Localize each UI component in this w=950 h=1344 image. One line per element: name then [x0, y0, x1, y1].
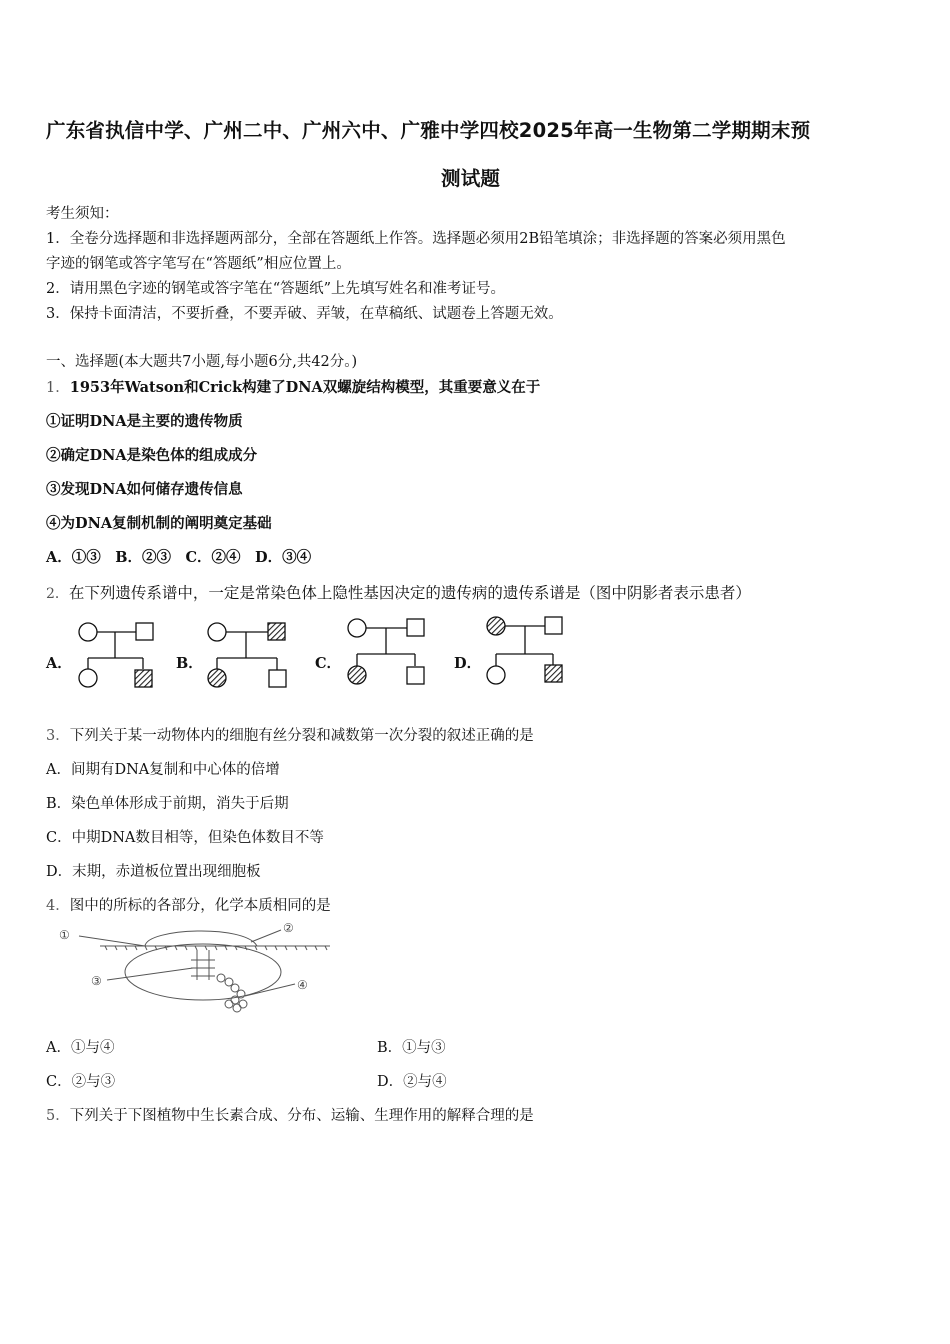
- question-4: [46, 894, 331, 915]
- notice-item: 3．保持卡面清洁，不要折叠，不要弄破、弄皱，在草稿纸、试题卷上答题无效。: [46, 306, 563, 322]
- notice-item: 2．请用黑色字迹的钢笔或答字笔在“答题纸”上先填写姓名和准考证号。: [46, 281, 506, 297]
- q3-option-b: B．染色单体形成于前期，消失于后期: [46, 796, 289, 812]
- q3-option-c: C．中期DNA数目相等，但染色体数目不等: [46, 830, 324, 846]
- question-3: [46, 724, 534, 745]
- q4-option-b: B．①与③: [377, 1040, 446, 1056]
- question-stem: 下列关于下图植物中生长素合成、分布、运输、生理作用的解释合理的是: [69, 1108, 534, 1124]
- pedigree-d-son-affected: [545, 665, 562, 682]
- q1-options: A．①③ B．②③ C．②④ D．③④: [46, 549, 312, 566]
- membrane-ticks: [105, 946, 327, 950]
- notice-item: 字迹的钢笔或答字笔写在“答题纸”相应位置上。: [46, 256, 351, 272]
- pedigree-b-father-affected: [268, 623, 285, 640]
- pedigree-a-mother: [79, 623, 97, 641]
- figure-label-2: ②: [283, 921, 294, 935]
- pedigree-a: [79, 623, 153, 687]
- q3-option-d: D．末期，赤道板位置出现细胞板: [46, 864, 261, 880]
- question-2: [46, 581, 751, 603]
- pedigree-c-mother: [348, 619, 366, 637]
- question-number: 1．: [46, 380, 70, 396]
- figure-label-3: ③: [91, 974, 102, 988]
- pedigree-c-daughter-affected: [348, 666, 366, 684]
- q4-option-d: D．②与④: [377, 1074, 447, 1090]
- question-number: 5．: [46, 1108, 70, 1124]
- section-heading: 一、选择题(本大题共7小题,每小题6分,共42分。): [46, 354, 358, 370]
- figure-label-1: ①: [59, 928, 70, 942]
- pedigree-b-mother: [208, 623, 226, 641]
- notice-heading: 考生须知：: [46, 206, 119, 222]
- q2-option-d-label: D．: [454, 655, 482, 672]
- question-number: 4．: [46, 898, 70, 914]
- page-title: 广东省执信中学、广州二中、广州六中、广雅中学四校2025年高一生物第二学期期末预: [46, 119, 811, 142]
- question-stem: 在下列遗传系谱中，一定是常染色体上隐性基因决定的遗传病的遗传系谱是（图中阴影者表示患者）: [68, 584, 751, 602]
- pedigree-a-daughter: [79, 669, 97, 687]
- q1-statement: ④为DNA复制机制的阐明奠定基础: [46, 515, 272, 532]
- pedigree-c: [348, 619, 424, 684]
- question-5: [46, 1104, 534, 1125]
- q2-option-b-label: B．: [176, 655, 203, 672]
- pedigree-d-mother-affected: [487, 617, 505, 635]
- pedigree-b-daughter-affected: [208, 669, 226, 687]
- notice-item: 1．全卷分选择题和非选择题两部分，全部在答题纸上作答。选择题必须用2B铅笔填涂；非选择题的答案必须用黑色: [46, 231, 786, 247]
- pedigree-a-father: [136, 623, 153, 640]
- page-title-continued: 测试题: [441, 167, 501, 190]
- q1-statement: ①证明DNA是主要的遗传物质: [46, 413, 243, 430]
- pedigree-c-father: [407, 619, 424, 636]
- pedigree-d: [487, 617, 562, 684]
- protein-body: [125, 944, 281, 1000]
- stem-rungs: [191, 960, 215, 976]
- pedigree-b-son: [269, 670, 286, 687]
- question-number: 2．: [46, 586, 69, 602]
- question-stem: 图中的所标的各部分，化学本质相同的是: [69, 898, 331, 914]
- figure-label-4: ④: [297, 978, 308, 992]
- membrane-protein-figure: [45, 920, 345, 1020]
- q2-option-c-label: C．: [315, 655, 342, 672]
- q2-option-a-label: A．: [46, 655, 72, 672]
- q1-statement: ③发现DNA如何储存遗传信息: [46, 481, 243, 498]
- question-1: [46, 376, 540, 397]
- pedigree-b: [208, 623, 286, 687]
- question-number: 3．: [46, 728, 70, 744]
- pedigree-figures: [60, 612, 660, 692]
- question-stem: 1953年Watson和Crick构建了DNA双螺旋结构模型，其重要意义在于: [69, 379, 541, 396]
- q1-statement: ②确定DNA是染色体的组成成分: [46, 447, 258, 464]
- pedigree-d-daughter: [487, 666, 505, 684]
- q4-option-c: C．②与③: [46, 1074, 116, 1090]
- pedigree-d-father: [545, 617, 562, 634]
- pedigree-c-son: [407, 667, 424, 684]
- bead-chain: [217, 974, 247, 1012]
- q4-option-a: A．①与④: [46, 1040, 115, 1056]
- q3-option-a: A．间期有DNA复制和中心体的倍增: [46, 762, 280, 778]
- pedigree-a-son-affected: [135, 670, 152, 687]
- question-stem: 下列关于某一动物体内的细胞有丝分裂和减数第一次分裂的叙述正确的是: [69, 728, 534, 744]
